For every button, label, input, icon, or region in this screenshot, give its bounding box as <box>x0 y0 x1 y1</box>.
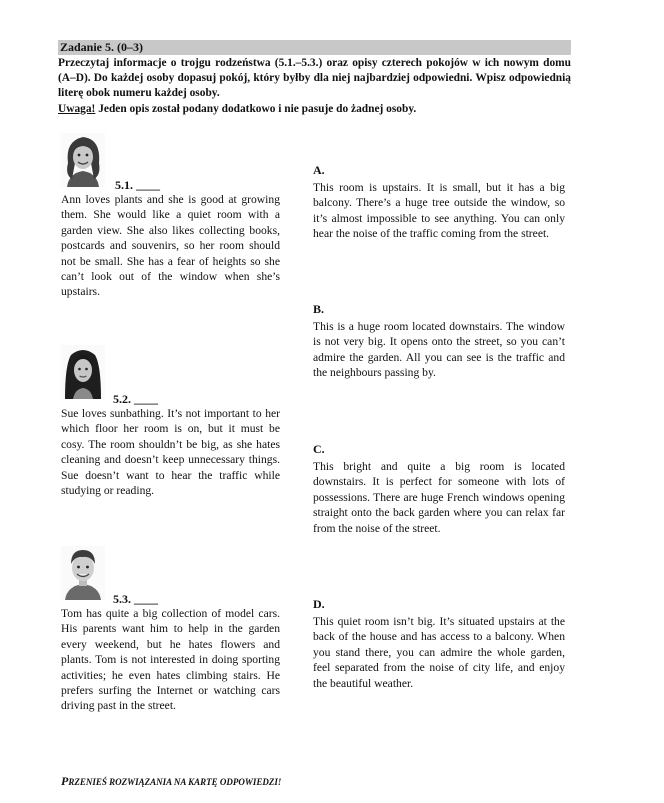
item-number-5-3: 5.3. ____ <box>113 592 158 606</box>
room-b <box>313 302 565 381</box>
item-number-5-1: 5.1. ____ <box>115 178 160 192</box>
item-number-5-2: 5.2. ____ <box>113 392 158 406</box>
photo-ann <box>61 133 105 187</box>
room-description-b: This is a huge room located downstairs. The window is not very big. It opens onto the street, so you can’t admire the garden. All you can see is the traffic and the neighbours passing by. <box>313 320 565 380</box>
room-d <box>313 597 565 691</box>
room-letter-c: C. <box>313 442 325 456</box>
boy-portrait-icon <box>61 546 105 600</box>
photo-tom <box>61 546 105 600</box>
task-title: Zadanie 5. (0–3) <box>58 40 571 55</box>
room-description-c: This bright and quite a big room is located downstairs. It is perfect for someone with lots of possessions. There are huge French windows opening straight onto the back garden where you can relax far from the noise of the street. <box>313 460 565 535</box>
note-line <box>58 102 571 117</box>
instruction-text: Przeczytaj informacje o trojgu rodzeństwa (5.1.–5.3.) oraz opisy czterech pokojów w ich nowym domu (A–D). Do każdej osoby dopasuj pokój, który byłby dla niej najbardziej odpowiedni. Wpisz odpowiednią literę obok numeru każdej osoby. <box>58 57 571 100</box>
girl-portrait-icon <box>61 133 105 187</box>
person-description-ann: Ann loves plants and she is good at growing them. She would like a quiet room with a garden view. She also likes collecting books, postcards and souvenirs, so her room should not be small. She has a fear of heights so she can’t look out of the window when she’s upstairs. <box>61 193 280 299</box>
room-letter-a: A. <box>313 163 325 177</box>
note-text: Jeden opis został podany dodatkowo i nie pasuje do żadnej osoby. <box>95 102 417 115</box>
task-instructions <box>58 56 571 117</box>
room-letter-b: B. <box>313 302 325 316</box>
photo-sue <box>61 345 105 399</box>
person-description-sue: Sue loves sunbathing. It’s not important to her which floor her room is on, but it must be cosy. The room shouldn’t be big, as she hates cleaning and doesn’t keep unnecessary things. Sue doesn’t want to hear the traffic while studying or reading. <box>61 407 280 498</box>
footer-text: RZENIEŚ ROZWIĄZANIA NA KARTĘ ODPOWIEDZI! <box>68 777 282 787</box>
girl-portrait-icon <box>61 345 105 399</box>
room-letter-d: D. <box>313 597 325 611</box>
room-description-a: This room is upstairs. It is small, but it has a big balcony. There’s a huge tree outside the window, so it’s almost impossible to see anything. You can only hear the noise of the traffic coming from the street. <box>313 181 565 241</box>
person-description-tom: Tom has quite a big collection of model cars. His parents want him to help in the garden every weekend, but he hates flowers and plants. Tom is not interested in doing sporting activities; he even hates climbing stairs. He prefers surfing the Internet or watching cars driving past in the street. <box>61 607 280 713</box>
room-a <box>313 163 565 242</box>
room-c <box>313 442 565 536</box>
footer-initial: P <box>61 774 69 788</box>
room-description-d: This quiet room isn’t big. It’s situated upstairs at the back of the house and has access to a balcony. When you stand there, you can admire the whole garden, feel separated from the noise of city life, and enjoy the beautiful weather. <box>313 615 565 690</box>
note-label: Uwaga! <box>58 102 96 115</box>
footer-instruction <box>61 774 281 789</box>
